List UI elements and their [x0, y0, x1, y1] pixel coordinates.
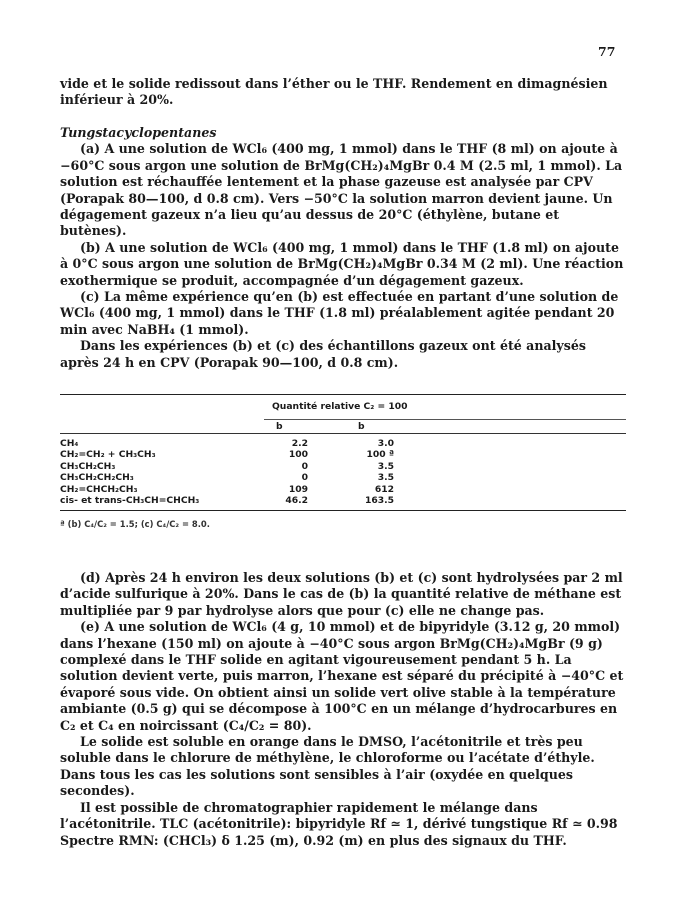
- paragraph-analysis: Dans les expériences (b) et (c) des échantillons gazeux ont été analysés après 24 h en CPV (Porapak 90—100, d 0.8 cm).: [60, 338, 586, 370]
- row-value-2: 100 ª: [366, 449, 394, 461]
- table-row: [60, 449, 626, 460]
- table-header: [60, 395, 626, 411]
- table-header-label: Quantité relative C₂ = 100: [272, 401, 408, 412]
- row-value-2: 163.5: [364, 494, 394, 506]
- row-compound: CH₃CH₂CH₂CH₃: [60, 472, 134, 484]
- row-compound: CH₂=CH₂ + CH₃CH₃: [60, 449, 156, 461]
- table-footnote: ª (b) C₄/C₂ = 1.5; (c) C₄/C₂ = 8.0.: [60, 519, 210, 530]
- paragraph-e: (e) A une solution de WCl₆ (4 g, 10 mmol) et de bipyridyle (3.12 g, 20 mmol) dans l’hexane (150 ml) on ajoute à −40°C sous argon BrMg(CH₂)₄MgBr (9 g) complexé dans le THF solide en agitant vigoureusement pendant 5 h. La solution devient verte, puis marron, l’hexane est séparé du précipité à −40°C et évaporé sous vide. On obtient ainsi un solide vert olive stable à la température ambiante (0.5 g) qui se décompose à 100°C en un mélange d’hydrocarbures en C₂ et C₄ en noircissant (C₄/C₂ = 80).: [60, 619, 624, 733]
- table-row: [60, 484, 626, 495]
- row-value-1: 109: [288, 483, 308, 495]
- row-value-1: 46.2: [285, 494, 308, 506]
- table-row: [60, 472, 626, 483]
- bottom-text-block: [60, 570, 626, 849]
- paragraph-a: (a) A une solution de WCl₆ (400 mg, 1 mmol) dans le THF (8 ml) on ajoute à −60°C sous argon une solution de BrMg(CH₂)₄MgBr 0.4 M (2.5 ml, 1 mmol). La solution est réchauffée lentement et la phase gazeuse est analysée par CPV (Porapak 80—100, d 0.8 cm). Vers −50°C la solution marron devient jaune. Un dégagement gazeux n’a lieu qu’au dessus de 20°C (éthylène, butane et butènes).: [60, 141, 623, 239]
- row-value-2: 3.5: [377, 460, 394, 472]
- row-value-2: 3.5: [377, 472, 394, 484]
- table-body: [60, 434, 626, 510]
- section-title: Tungstacyclopentanes: [60, 125, 217, 140]
- table-row: [60, 438, 626, 449]
- row-compound: CH₂=CHCH₂CH₃: [60, 483, 138, 495]
- paragraph-c: (c) La même expérience qu’en (b) est effectuée en partant d’une solution de WCl₆ (400 mg, 1 mmol) dans le THF (1.8 ml) préalablement agitée pendant 20 min avec NaBH₄ (1 mmol).: [60, 289, 619, 337]
- row-value-2: 3.0: [377, 438, 394, 449]
- row-value-2: 612: [374, 483, 394, 495]
- row-value-1: 2.2: [291, 438, 308, 449]
- section-tungstacyclopentanes: [60, 125, 626, 371]
- paragraph-chromatography: Il est possible de chromatographier rapidement le mélange dans l’acétonitrile. TLC (acétonitrile): bipyridyle Rf ≃ 1, dérivé tungstique Rf ≃ 0.98 Spectre RMN: (CHCl₃) δ 1.25 (m), 0.92 (m) en plus des signaux du THF.: [60, 799, 618, 848]
- table-row: [60, 461, 626, 472]
- paragraph-b: (b) A une solution de WCl₆ (400 mg, 1 mmol) dans le THF (1.8 ml) on ajoute à 0°C sous argon une solution de BrMg(CH₂)₄MgBr 0.34 M (2 ml). Une réaction exothermique se produit, accompagnée d’un dégagement gazeux.: [60, 239, 624, 288]
- paragraph-solubility: Le solide est soluble en orange dans le DMSO, l’acétonitrile et très peu soluble dans le chlorure de méthylène, le chloroforme ou l’acétate d’éthyle. Dans tous les cas les solutions sont sensibles à l’air (oxydée en quelques secondes).: [60, 734, 595, 799]
- table-bottom-rule: [60, 510, 626, 511]
- table-row: [60, 495, 626, 506]
- row-compound: cis- et trans-CH₃CH=CHCH₃: [60, 494, 200, 506]
- subheader-col-1: b: [276, 421, 283, 432]
- row-compound: CH₃CH₂CH₃: [60, 460, 116, 472]
- table-subheader: [60, 411, 626, 433]
- row-compound: CH₄: [60, 438, 79, 449]
- paragraph: vide et le solide redissout dans l’éther ou le THF. Rendement en dimagnésien inférieur à 20%.: [60, 76, 608, 108]
- page-number: 77: [598, 44, 616, 59]
- paragraph-d: (d) Après 24 h environ les deux solutions (b) et (c) sont hydrolysées par 2 ml d’acide sulfurique à 20%. Dans le cas de (b) la quantité relative de méthane est multipliée par 9 par hydrolyse alors que pour (c) elle ne change pas.: [60, 570, 623, 618]
- top-text-block: [60, 76, 626, 109]
- results-table: [60, 394, 626, 529]
- row-value-1: 0: [301, 472, 308, 484]
- row-value-1: 100: [288, 449, 308, 461]
- subheader-col-2: b: [358, 421, 365, 432]
- row-value-1: 0: [301, 460, 308, 472]
